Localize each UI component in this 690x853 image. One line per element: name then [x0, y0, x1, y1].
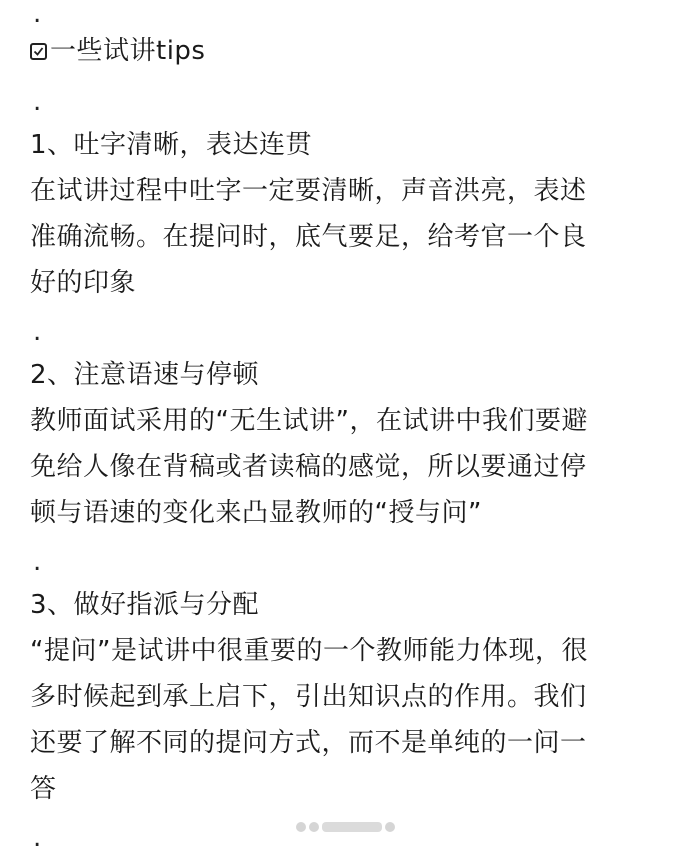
bullet-dot: . [33, 317, 42, 347]
bullet-dot: . [33, 87, 42, 117]
body-line: 顿与语速的变化来凸显教师的“授与问” [30, 498, 482, 528]
body-line: 好的印象 [30, 268, 137, 298]
watermark-logo [296, 822, 395, 832]
watermark-dot [309, 822, 319, 832]
body-line: 答 [30, 774, 57, 804]
body-line: 教师面试采用的“无生试讲”，在试讲中我们要避 [30, 406, 588, 436]
section-heading: 1、吐字清晰，表达连贯 [30, 130, 313, 160]
watermark-dot [385, 822, 395, 832]
body-line: 在试讲过程中吐字一定要清晰，声音洪亮，表述 [30, 176, 587, 206]
note-title [30, 36, 205, 66]
watermark-dot [296, 822, 306, 832]
section-heading: 2、注意语速与停顿 [30, 360, 260, 390]
note-title-text: 一些试讲tips [50, 36, 206, 66]
body-line: 准确流畅。在提问时，底气要足，给考官一个良 [30, 222, 587, 252]
bullet-dot: . [33, 823, 42, 853]
checkbox-check-icon [30, 43, 47, 60]
watermark-bar [322, 822, 382, 832]
body-line: 还要了解不同的提问方式，而不是单纯的一问一 [30, 728, 587, 758]
body-line: “提问”是试讲中很重要的一个教师能力体现，很 [30, 636, 588, 666]
bullet-dot: . [33, 0, 42, 29]
section-heading: 3、做好指派与分配 [30, 590, 260, 620]
body-line: 多时候起到承上启下，引出知识点的作用。我们 [30, 682, 587, 712]
bullet-dot: . [33, 547, 42, 577]
body-line: 免给人像在背稿或者读稿的感觉，所以要通过停 [30, 452, 587, 482]
